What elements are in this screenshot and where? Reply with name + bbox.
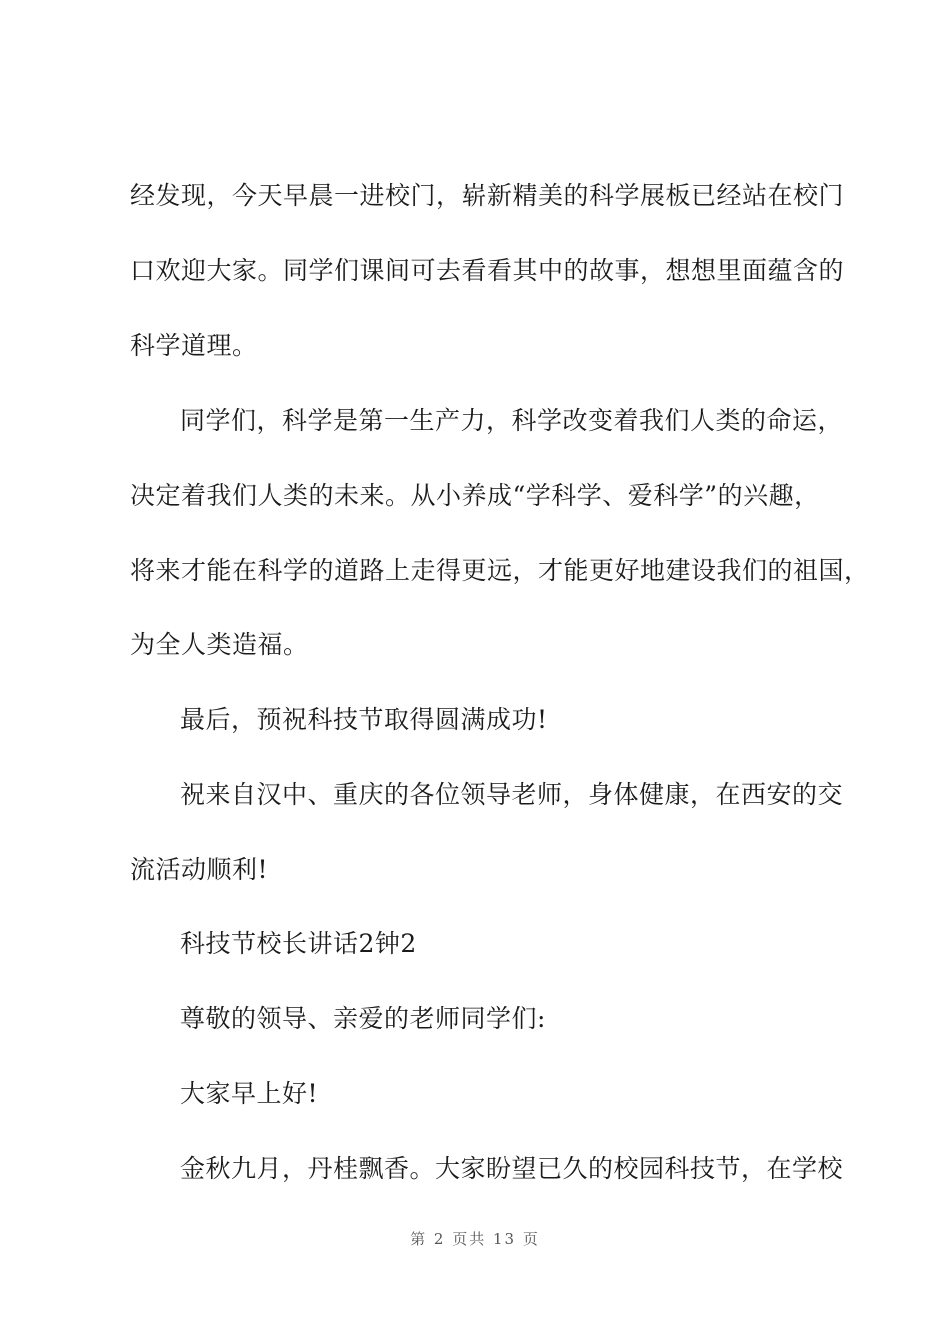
body-text-line: 决定着我们人类的未来。从小养成“学科学、爱科学”的兴趣， bbox=[130, 481, 820, 510]
body-text-line: 经发现，今天早晨一进校门，崭新精美的科学展板已经站在校门 bbox=[130, 181, 845, 210]
paragraph-first-line: 金秋九月，丹桂飘香。大家盼望已久的校园科技节，在学校 bbox=[180, 1154, 844, 1183]
page-number-footer: 第 2 页共 13 页 bbox=[410, 1230, 540, 1248]
salutation: 尊敬的领导、亲爱的老师同学们: bbox=[180, 1004, 546, 1033]
paragraph-first-line: 最后，预祝科技节取得圆满成功! bbox=[180, 705, 548, 734]
body-text-line: 口欢迎大家。同学们课间可去看看其中的故事，想想里面蕴含的 bbox=[130, 256, 845, 285]
paragraph-first-line: 同学们，科学是第一生产力，科学改变着我们人类的命运， bbox=[180, 406, 844, 435]
body-text-line: 科学道理。 bbox=[130, 331, 258, 360]
body-text-line: 流活动顺利! bbox=[130, 855, 269, 884]
body-text-line: 将来才能在科学的道路上走得更远，才能更好地建设我们的祖国， bbox=[130, 556, 870, 585]
greeting: 大家早上好! bbox=[180, 1079, 319, 1108]
paragraph-first-line: 祝来自汉中、重庆的各位领导老师，身体健康，在西安的交 bbox=[180, 780, 844, 809]
body-text-line: 为全人类造福。 bbox=[130, 630, 309, 659]
section-title: 科技节校长讲话2钟2 bbox=[180, 929, 417, 958]
